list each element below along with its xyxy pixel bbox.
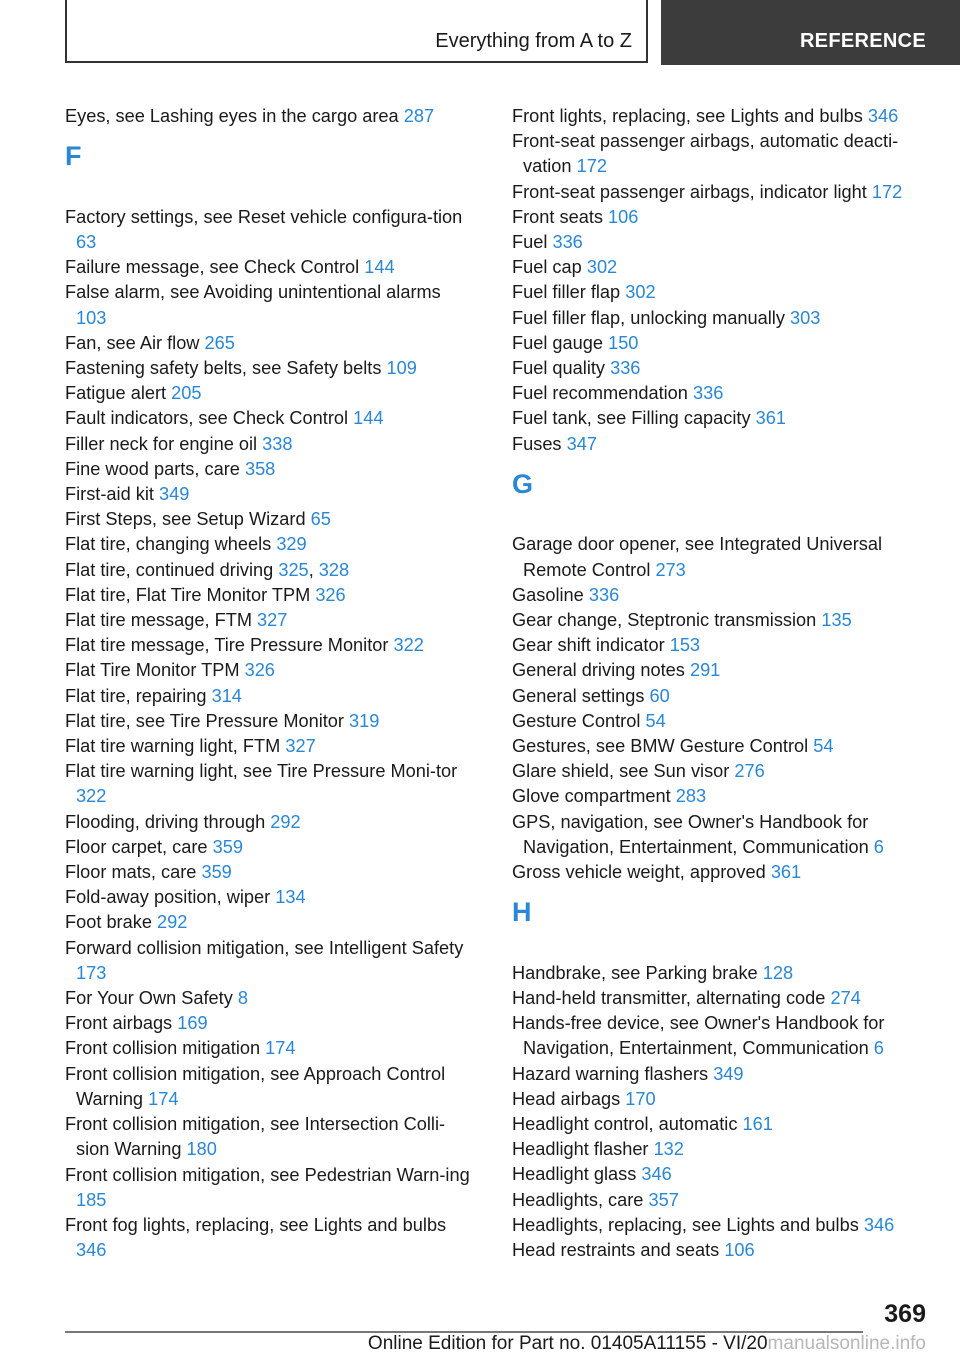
page-link[interactable]: 54 — [645, 710, 666, 731]
index-entry — [65, 759, 470, 809]
index-entry — [512, 230, 932, 255]
index-entry-text: Fuel recommendation — [512, 383, 688, 404]
index-entry-text: Floor carpet, care — [65, 836, 208, 857]
page-link[interactable]: 338 — [262, 433, 293, 454]
index-entry-text: Glare shield, see Sun visor — [512, 761, 730, 782]
index-entry — [512, 1213, 932, 1238]
index-entry — [65, 1011, 470, 1036]
page-link[interactable]: 273 — [655, 559, 686, 580]
page-link[interactable]: 144 — [353, 408, 384, 429]
index-entry-text: Gestures, see BMW Gesture Control — [512, 736, 809, 757]
page-link[interactable]: 346 — [641, 1164, 672, 1185]
index-entry — [512, 608, 932, 633]
page-link[interactable]: 319 — [349, 710, 380, 731]
page-link[interactable]: 132 — [653, 1139, 684, 1160]
index-entry-text: Front-seat passenger airbags, indicator light — [512, 181, 867, 202]
index-entry-text: Front-seat passenger airbags, automatic deacti-vation — [512, 131, 899, 177]
index-entry — [65, 331, 470, 356]
page-link[interactable]: 327 — [257, 610, 288, 631]
index-entry — [512, 860, 932, 885]
page-link[interactable]: 205 — [171, 383, 202, 404]
index-entry — [65, 986, 470, 1011]
index-entry — [512, 1011, 932, 1061]
index-entry — [512, 432, 932, 457]
index-entry — [512, 1112, 932, 1137]
page-link[interactable]: 65 — [310, 509, 331, 530]
index-entry — [65, 658, 470, 683]
index-entry — [65, 507, 470, 532]
index-entry — [65, 1163, 470, 1213]
page-link[interactable]: 150 — [608, 332, 639, 353]
index-entry-text: Fine wood parts, care — [65, 458, 240, 479]
index-entry-text: Headlight control, automatic — [512, 1114, 738, 1135]
index-entry-text: Front seats — [512, 206, 603, 227]
page-link[interactable]: 174 — [148, 1088, 179, 1109]
page-link[interactable]: 8 — [237, 988, 249, 1009]
page-link[interactable]: 274 — [830, 988, 861, 1009]
index-entry-text: Flat tire message, Tire Pressure Monitor — [65, 635, 389, 656]
index-entry — [65, 381, 470, 406]
index-entry — [65, 406, 470, 431]
index-entry — [512, 633, 932, 658]
index-entry-text: Headlight flasher — [512, 1139, 649, 1160]
page-number: 369 — [884, 1300, 926, 1328]
page-link[interactable]: 358 — [244, 458, 276, 479]
page-link[interactable]: 346 — [863, 1214, 895, 1235]
index-column-right — [512, 104, 932, 1263]
page-link[interactable]: 347 — [566, 433, 597, 454]
index-entry-text: False alarm, see Avoiding unintentional alarms — [65, 282, 441, 303]
index-entry — [512, 961, 932, 986]
index-entry — [512, 986, 932, 1011]
index-entry — [65, 1213, 470, 1263]
index-entry-text: General settings — [512, 685, 645, 706]
index-entry-text: Gross vehicle weight, approved — [512, 862, 766, 883]
index-letter-heading — [65, 129, 470, 179]
page-link[interactable]: 328 — [318, 559, 350, 580]
index-entry-text: Fastening safety belts, see Safety belts — [65, 358, 382, 378]
page-link[interactable]: 336 — [610, 358, 641, 379]
page-link[interactable]: 325 — [278, 559, 309, 580]
page-link[interactable]: 173 — [76, 962, 107, 983]
index-entry-text: Front collision mitigation, see Intersection Colli-sion Warning — [65, 1114, 446, 1160]
index-entry-text: Gear shift indicator — [512, 635, 665, 656]
index-entry — [512, 709, 932, 734]
index-entry-text: Flat tire, changing wheels — [65, 534, 272, 555]
index-entry — [65, 104, 470, 129]
index-entry — [65, 482, 470, 507]
index-entry — [65, 356, 470, 381]
page-link[interactable]: 336 — [552, 232, 583, 253]
page-link[interactable]: 346 — [867, 106, 899, 126]
index-entry — [65, 910, 470, 935]
index-entry-text: Flat tire warning light, see Tire Pressure Moni-tor — [65, 761, 458, 782]
page-link[interactable]: 291 — [689, 660, 721, 681]
index-entry — [512, 331, 932, 356]
index-letter: F — [65, 141, 82, 172]
index-entry-text: Failure message, see Check Control — [65, 257, 360, 278]
index-entry-text: Gear change, Steptronic transmission — [512, 610, 817, 631]
page-link[interactable]: 169 — [177, 1013, 208, 1034]
index-entry — [512, 1188, 932, 1213]
index-entry-text: Fuel — [512, 232, 548, 253]
index-entry-text: Fuses — [512, 433, 562, 454]
index-entry-text: GPS, navigation, see Owner's Handbook for Navigation, Entertainment, Communication — [512, 811, 869, 857]
page-link[interactable]: 54 — [813, 736, 834, 757]
index-entry-text: Fuel filler flap — [512, 282, 621, 303]
index-entry-text: Front collision mitigation, see Pedestrian Warn-ing — [65, 1164, 470, 1185]
index-entry-text: First Steps, see Setup Wizard — [65, 509, 306, 530]
index-entry — [65, 583, 470, 608]
page-link[interactable]: 172 — [871, 181, 903, 202]
footer-watermark: manualsonline.info — [767, 1333, 926, 1354]
index-entry-text: Fan, see Air flow — [65, 332, 200, 353]
index-column-left — [65, 104, 470, 1263]
page-link[interactable]: 106 — [724, 1240, 755, 1261]
footer-edition: Online Edition for Part no. 01405A11155 - VI/20 — [367, 1333, 768, 1354]
index-entry — [512, 1238, 932, 1263]
page-link[interactable]: 327 — [285, 736, 316, 757]
index-entry — [512, 180, 932, 205]
index-letter: H — [512, 897, 532, 928]
index-entry — [65, 432, 470, 457]
index-entry-text: Flat Tire Monitor TPM — [65, 660, 240, 681]
page-link[interactable]: 103 — [76, 307, 107, 328]
page-link[interactable]: 357 — [648, 1189, 679, 1210]
page-link[interactable]: 336 — [588, 584, 620, 605]
page-link[interactable]: 134 — [275, 887, 306, 908]
index-entry — [512, 306, 932, 331]
index-entry — [65, 734, 470, 759]
index-entry-text: Flooding, driving through — [65, 811, 266, 832]
index-entry-text: Front airbags — [65, 1013, 173, 1034]
header-chapter-tab — [661, 0, 960, 65]
index-entry-text: First-aid kit — [65, 484, 154, 505]
index-entry-text: Front fog lights, replacing, see Lights and bulbs — [65, 1214, 447, 1235]
page-link[interactable]: 63 — [76, 231, 97, 252]
index-entry — [512, 759, 932, 784]
index-entry — [512, 734, 932, 759]
page-link[interactable]: 172 — [576, 156, 607, 177]
index-entry — [65, 684, 470, 709]
index-letter-heading — [512, 457, 932, 507]
index-entry — [65, 532, 470, 557]
page-link[interactable]: 303 — [790, 307, 821, 328]
index-entry — [512, 356, 932, 381]
index-entry — [65, 205, 470, 255]
index-entry-text: General driving notes — [512, 660, 685, 681]
header-section-box — [65, 0, 648, 63]
section-title: Everything from A to Z — [435, 30, 632, 52]
index-entry — [65, 835, 470, 860]
index-entry-text: Fuel cap — [512, 257, 582, 278]
index-entry-text: Factory settings, see Reset vehicle configura-tion — [65, 206, 463, 227]
page-link[interactable]: 170 — [625, 1088, 656, 1109]
index-entry — [65, 885, 470, 910]
index-entry-text: Hand-held transmitter, alternating code — [512, 988, 826, 1009]
index-entry-text: Fuel tank, see Filling capacity — [512, 408, 751, 429]
index-entry — [65, 633, 470, 658]
page-link[interactable]: 128 — [762, 962, 794, 983]
index-entry-text: Flat tire, repairing — [65, 685, 207, 706]
page-link[interactable]: 180 — [186, 1139, 217, 1160]
index-entry-text: Hazard warning flashers — [512, 1063, 709, 1084]
index-entry-text: Head airbags — [512, 1088, 621, 1109]
page-link[interactable]: 276 — [734, 761, 765, 782]
index-entry-text: Hands-free device, see Owner's Handbook for Navigation, Entertainment, Communication — [512, 1013, 885, 1059]
index-entry — [512, 658, 932, 683]
index-entry — [512, 532, 932, 582]
page-link[interactable]: 322 — [393, 635, 424, 656]
index-entry-text: Eyes, see Lashing eyes in the cargo area — [65, 106, 399, 126]
index-entry — [512, 255, 932, 280]
page-link[interactable]: 6 — [873, 836, 884, 857]
index-entry-text: Headlights, care — [512, 1189, 644, 1210]
index-entry-text: Front lights, replacing, see Lights and bulbs — [512, 106, 863, 126]
page-link[interactable]: 185 — [76, 1189, 107, 1210]
index-entry-text: Headlights, replacing, see Lights and bulbs — [512, 1214, 859, 1235]
page-link[interactable]: 326 — [315, 584, 346, 605]
page-link[interactable]: 336 — [692, 383, 724, 404]
index-entry-text: Front collision mitigation, see Approach Control Warning — [65, 1063, 446, 1109]
index-entry — [65, 936, 470, 986]
index-entry-text: Fault indicators, see Check Control — [65, 408, 349, 429]
page-link[interactable]: 302 — [586, 257, 618, 278]
index-entry — [65, 860, 470, 885]
page-link[interactable]: 60 — [649, 685, 670, 706]
page-link[interactable]: 349 — [713, 1063, 744, 1084]
index-entry — [65, 608, 470, 633]
index-entry-text: Foot brake — [65, 912, 152, 933]
index-entry-text: Fuel filler flap, unlocking manually — [512, 307, 785, 328]
page-link[interactable]: 292 — [270, 811, 301, 832]
page-link[interactable]: 292 — [157, 912, 188, 933]
page-link[interactable]: 314 — [211, 685, 242, 706]
page-link[interactable]: 326 — [244, 660, 275, 681]
index-entry-text: Flat tire warning light, FTM — [65, 736, 281, 757]
page-link[interactable]: 359 — [201, 862, 232, 883]
index-entry — [512, 1162, 932, 1187]
index-entry-text: Filler neck for engine oil — [65, 433, 258, 454]
index-entry-text: Fuel quality — [512, 358, 606, 379]
index-letter-spacer — [512, 507, 932, 532]
index-entry — [65, 280, 470, 330]
index-entry — [512, 1087, 932, 1112]
index-entry-text: For Your Own Safety — [65, 988, 233, 1009]
index-entry — [512, 205, 932, 230]
index-entry: Flat tire, continued driving 325, 328 — [65, 559, 350, 580]
page-link[interactable]: 361 — [770, 862, 802, 883]
index-entry-text: Flat tire message, FTM — [65, 610, 252, 631]
index-entry — [65, 457, 470, 482]
index-entry-text: Flat tire, continued driving — [65, 559, 274, 580]
page-link[interactable]: 109 — [386, 358, 417, 378]
index-entry-text: Head restraints and seats — [512, 1240, 720, 1261]
page-link[interactable]: 322 — [76, 786, 107, 807]
footer — [368, 1333, 926, 1355]
index-entry-text: Fold-away position, wiper — [65, 887, 271, 908]
index-entry — [65, 810, 470, 835]
page-link[interactable]: 302 — [625, 282, 656, 303]
page-link[interactable]: 329 — [276, 534, 307, 555]
index-entry — [65, 1112, 470, 1162]
index-letter-spacer — [512, 936, 932, 961]
page-link[interactable]: 359 — [212, 836, 243, 857]
chapter-title: REFERENCE — [799, 30, 926, 52]
index-entry-text: Front collision mitigation — [65, 1038, 261, 1059]
index-entry-text: Floor mats, care — [65, 862, 197, 883]
page-link[interactable]: 349 — [158, 484, 190, 505]
index-entry-text: Gasoline — [512, 584, 584, 605]
page-link[interactable]: 265 — [204, 332, 235, 353]
index-entry-text: Fatigue alert — [65, 383, 167, 404]
page-link[interactable]: 346 — [76, 1240, 107, 1261]
index-letter-spacer — [65, 180, 470, 205]
index-entry — [65, 1062, 470, 1112]
index-entry-text: Glove compartment — [512, 786, 671, 807]
index-entry-text: Forward collision mitigation, see Intelligent Safety — [65, 937, 464, 958]
index-entry — [512, 406, 932, 431]
index-entry — [65, 1036, 470, 1061]
index-entry — [512, 810, 932, 860]
index-entry — [512, 583, 932, 608]
index-entry-text: Headlight glass — [512, 1164, 637, 1185]
index-entry-text: Garage door opener, see Integrated Universal Remote Control — [512, 534, 883, 580]
page-link[interactable]: 361 — [755, 408, 786, 429]
index-entry-text: Flat tire, Flat Tire Monitor TPM — [65, 584, 311, 605]
index-entry — [512, 1062, 932, 1087]
index-entry — [65, 255, 470, 280]
page-link[interactable]: 6 — [873, 1038, 884, 1059]
index-entry-text: Gesture Control — [512, 710, 641, 731]
index-letter-heading — [512, 885, 932, 935]
page-link[interactable]: 174 — [265, 1038, 296, 1059]
page-link[interactable]: 161 — [742, 1114, 773, 1135]
page-link[interactable]: 106 — [608, 206, 639, 227]
index-entry-text: Handbrake, see Parking brake — [512, 962, 758, 983]
index-entry — [512, 129, 932, 179]
page-link[interactable]: 153 — [669, 635, 701, 656]
index-entry — [512, 1137, 932, 1162]
index-entry-text: Fuel gauge — [512, 332, 604, 353]
page-link[interactable]: 144 — [364, 257, 395, 278]
index-entry — [65, 709, 470, 734]
index-entry — [512, 104, 932, 129]
index-entry — [512, 381, 932, 406]
index-entry — [512, 684, 932, 709]
index-letter: G — [512, 468, 534, 499]
index-entry-text: Flat tire, see Tire Pressure Monitor — [65, 710, 344, 731]
page-link[interactable]: 287 — [403, 106, 435, 126]
page-link[interactable]: 283 — [675, 786, 707, 807]
index-entry — [512, 280, 932, 305]
index-entry — [512, 784, 932, 809]
page-link[interactable]: 135 — [821, 610, 852, 631]
